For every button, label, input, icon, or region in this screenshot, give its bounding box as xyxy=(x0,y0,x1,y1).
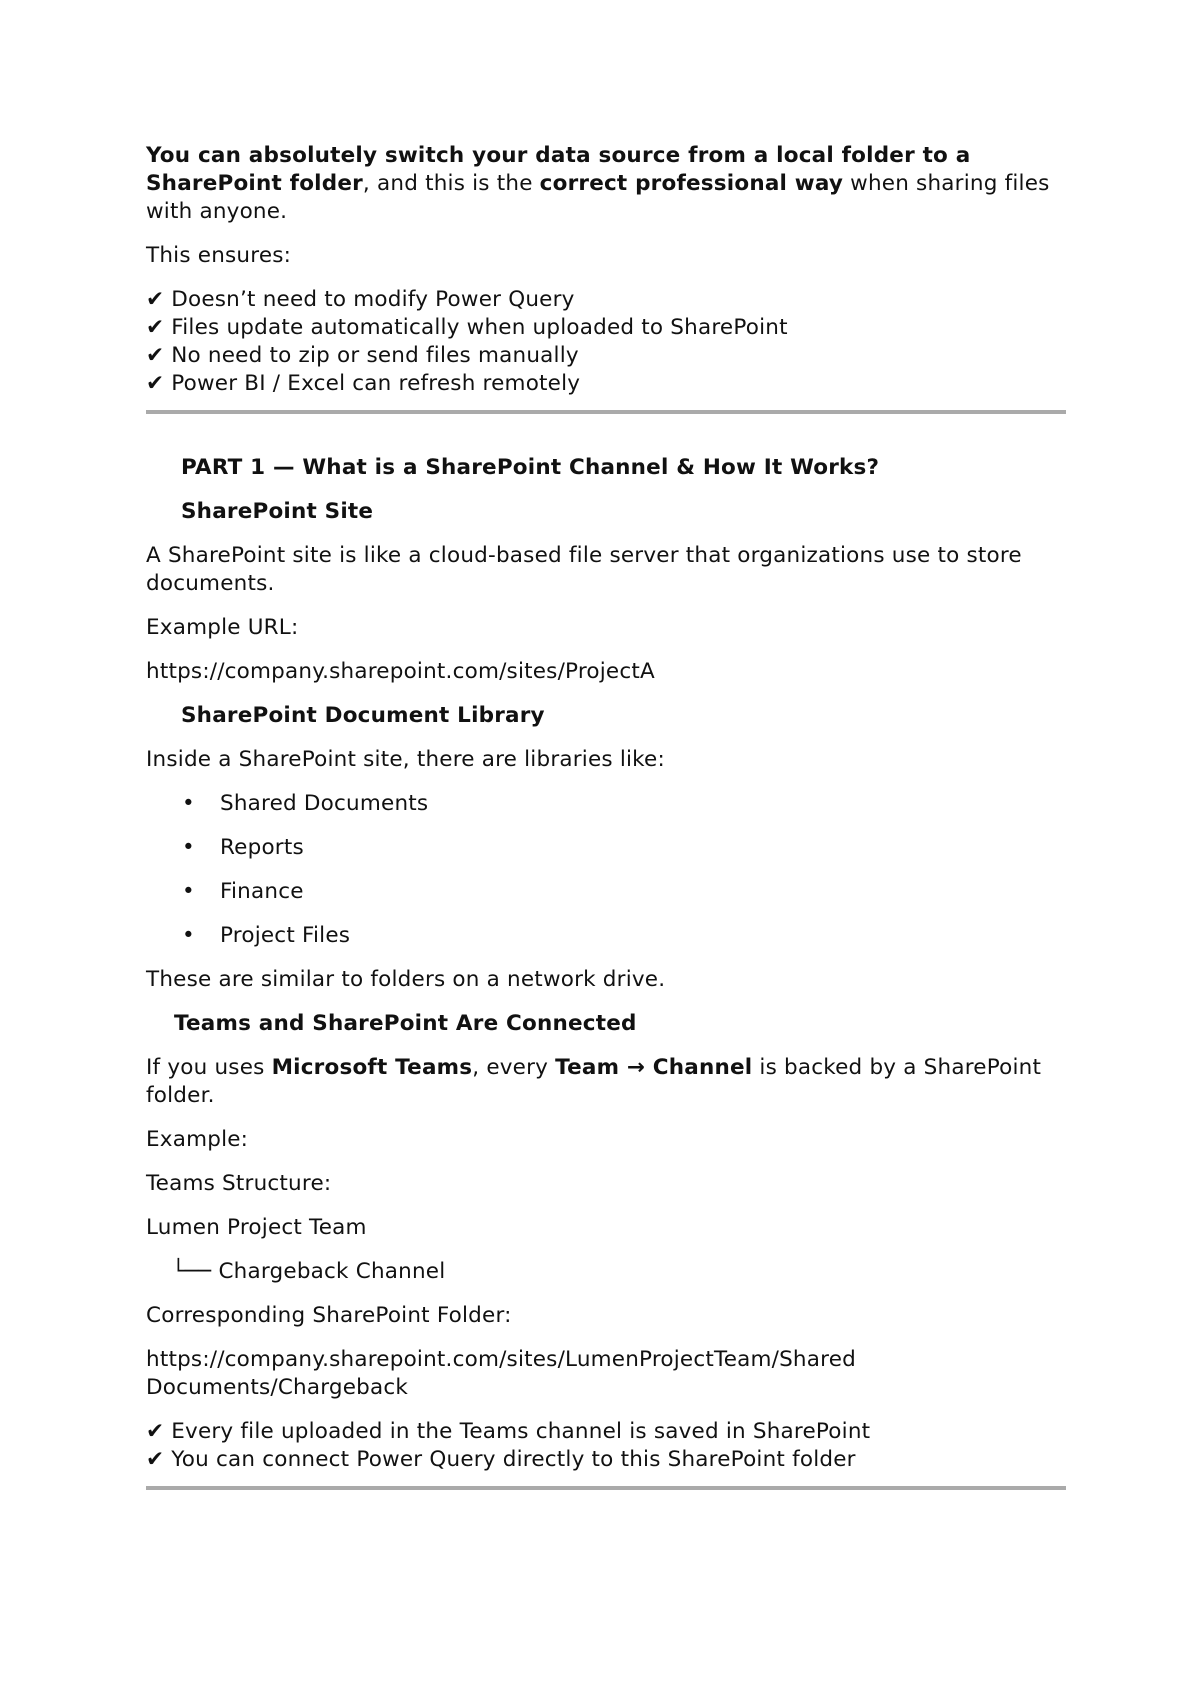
bullet-icon: • xyxy=(182,923,195,948)
folder-label: Corresponding SharePoint Folder: xyxy=(146,1303,512,1328)
check-item: ✔ Every file uploaded in the Teams channel is saved in SharePoint xyxy=(146,1419,871,1444)
list-item-label: Finance xyxy=(220,879,304,904)
teams-bold-2: Team → Channel xyxy=(555,1055,753,1080)
intro-paragraph xyxy=(146,142,1066,226)
horizontal-rule xyxy=(146,1486,1066,1490)
document-page xyxy=(146,142,1066,1490)
example-url-label: Example URL: xyxy=(146,615,299,640)
horizontal-rule xyxy=(146,410,1066,414)
document-library-heading: SharePoint Document Library xyxy=(181,703,545,728)
example-label: Example: xyxy=(146,1127,249,1152)
bullet-icon: • xyxy=(182,835,195,860)
list-item-label: Shared Documents xyxy=(220,791,429,816)
folder-url-line-2: Documents/Chargeback xyxy=(146,1375,409,1400)
example-url: https://company.sharepoint.com/sites/ProjectA xyxy=(146,659,655,684)
check-item: ✔ No need to zip or send files manually xyxy=(146,343,579,368)
check-item: ✔ You can connect Power Query directly to this SharePoint folder xyxy=(146,1447,856,1472)
folder-url xyxy=(146,1346,1066,1402)
intro-bold-2: correct professional way xyxy=(539,171,844,196)
teams-checklist xyxy=(146,1418,1066,1474)
ensures-label: This ensures: xyxy=(146,243,292,268)
intro-text-1: , and this is the xyxy=(362,171,540,196)
intro-checklist xyxy=(146,286,1066,398)
library-note: These are similar to folders on a network drive. xyxy=(146,967,666,992)
intro-text-2: when sharing files with anyone. xyxy=(146,171,1050,224)
list-item xyxy=(146,922,1066,950)
check-item: ✔ Power BI / Excel can refresh remotely xyxy=(146,371,581,396)
list-item xyxy=(146,790,1066,818)
channel-tree-line: └── Chargeback Channel xyxy=(172,1259,446,1284)
list-item-label: Reports xyxy=(220,835,304,860)
bullet-icon: • xyxy=(182,791,195,816)
check-item: ✔ Files update automatically when uploaded to SharePoint xyxy=(146,315,788,340)
part1-heading: PART 1 — What is a SharePoint Channel & How It Works? xyxy=(181,455,880,480)
teams-paragraph xyxy=(146,1054,1066,1110)
list-item-label: Project Files xyxy=(220,923,351,948)
teams-bold-1: Microsoft Teams xyxy=(271,1055,473,1080)
teams-text-2: , every xyxy=(472,1055,556,1080)
teams-connected-heading: Teams and SharePoint Are Connected xyxy=(174,1011,637,1036)
list-item xyxy=(146,834,1066,862)
library-list xyxy=(146,790,1066,950)
teams-text-3: is backed by a SharePoint folder. xyxy=(146,1055,1042,1108)
teams-text-1: If you uses xyxy=(146,1055,272,1080)
intro-bold-1: You can absolutely switch your data source from a local folder to a SharePoint folder xyxy=(146,143,971,196)
check-item: ✔ Doesn’t need to modify Power Query xyxy=(146,287,575,312)
teams-structure-label: Teams Structure: xyxy=(146,1171,332,1196)
site-description: A SharePoint site is like a cloud-based file server that organizations use to store documents. xyxy=(146,543,1022,596)
folder-url-line-1: https://company.sharepoint.com/sites/LumenProjectTeam/Shared xyxy=(146,1347,856,1372)
team-name: Lumen Project Team xyxy=(146,1215,367,1240)
list-item xyxy=(146,878,1066,906)
bullet-icon: • xyxy=(182,879,195,904)
sharepoint-site-heading: SharePoint Site xyxy=(181,499,374,524)
library-intro: Inside a SharePoint site, there are libraries like: xyxy=(146,747,665,772)
